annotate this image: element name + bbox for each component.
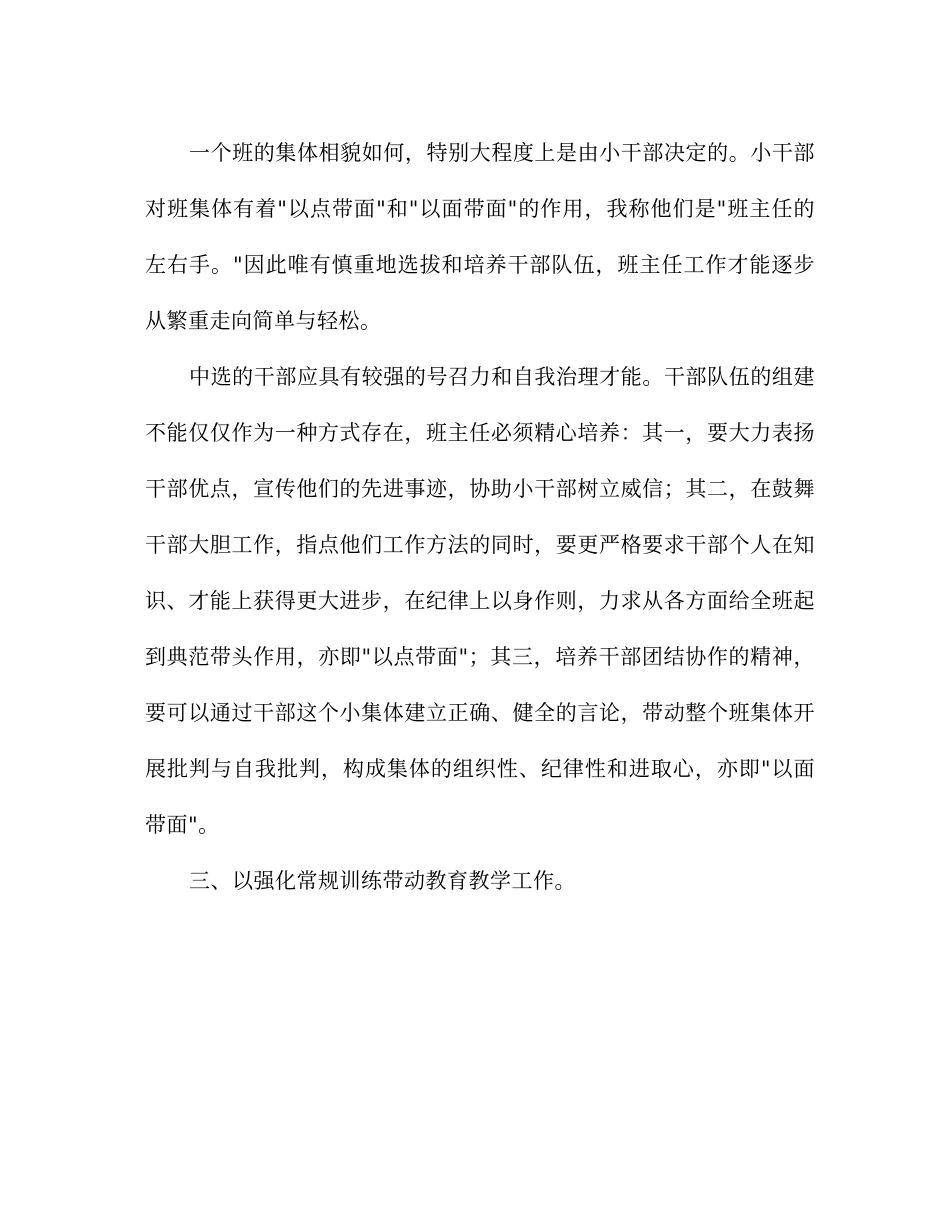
section-heading: 三、以强化常规训练带动教育教学工作。 (189, 869, 576, 893)
paragraph-cadre-training: 中选的干部应具有较强的号召力和自我治理才能。干部队伍的组建不能仅仅作为一种方式存在，班主任必须精心培养：其一，要大力表扬干部优点，宣传他们的先进事迹，协助小干部树立威信；其二，在鼓舞干部大胆工作，指点他们工作方法的同时，要更严格要求干部个人在知识、才能上获得更大进步，在纪律上以身作则，力求从各方面给全班起到典范带头作用，亦即"以点带面"；其三，培养干部团结协作的精神，要可以通过干部这个小集体建立正确、健全的言论，带动整个班集体开展批判与自我批判，构成集体的组织性、纪律性和进取心，亦即"以面带面"。 (145, 365, 815, 837)
paragraph-class-cadres: 一个班的集体相貌如何，特别大程度上是由小干部决定的。小干部对班集体有着"以点带面"和"以面带面"的作用，我称他们是"班主任的左右手。"因此唯有慎重地选拔和培养干部队伍，班主任工作才能逐步从繁重走向简单与轻松。 (145, 141, 815, 333)
document-body (145, 125, 815, 909)
